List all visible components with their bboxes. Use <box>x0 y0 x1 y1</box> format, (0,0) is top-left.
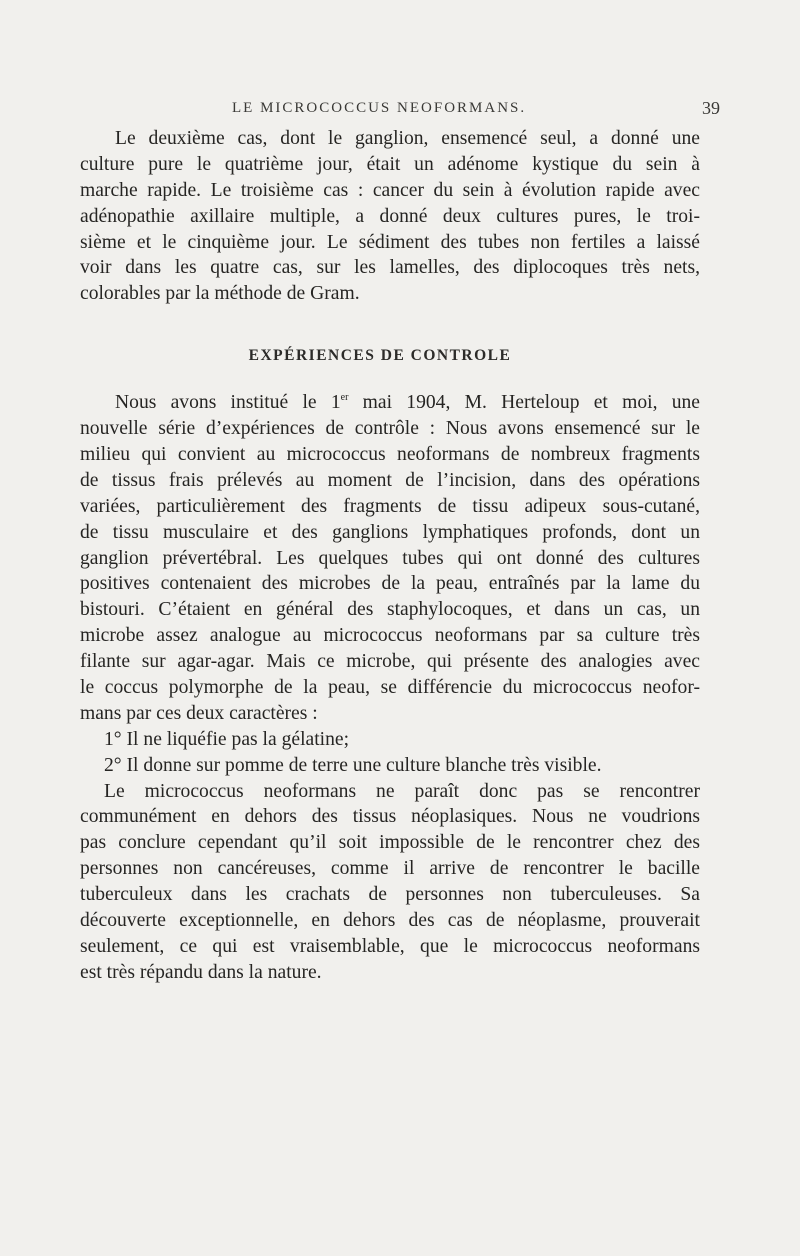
text-line: pas conclure cependant qu’il soit impossible de le rencontrer chez des <box>80 832 700 854</box>
text-fragment: Nous avons institué le 1 <box>115 392 341 414</box>
paragraph-1 <box>80 126 700 307</box>
text-line: milieu qui convient au micrococcus neoformans de nombreux fragments <box>80 444 700 466</box>
text-line: nouvelle série d’expériences de contrôle : Nous avons ensemencé sur le <box>80 418 700 440</box>
text-fragment: mai 1904, M. Herteloup et moi, une <box>348 392 700 414</box>
text-line: est très répandu dans la nature. <box>80 961 322 983</box>
text-line: seulement, ce qui est vraisemblable, que le micrococcus neoformans <box>80 935 700 957</box>
text-line <box>80 390 700 416</box>
text-line: de tissus frais prélevés au moment de l’incision, dans des opérations <box>80 469 700 491</box>
text-line: positives contenaient des microbes de la peau, entraînés par la lame du <box>80 573 700 595</box>
text-line: marche rapide. Le troisième cas : cancer du sein à évolution rapide avec <box>80 179 700 201</box>
text-line: de tissu musculaire et des ganglions lymphatiques profonds, dont un <box>80 521 700 543</box>
text-line: Le deuxième cas, dont le ganglion, ensemencé seul, a donné une <box>115 128 700 149</box>
text-line: tuberculeux dans les crachats de personnes non tuberculeuses. Sa <box>80 884 700 906</box>
text-line: culture pure le quatrième jour, était un adénome kystique du sein à <box>80 153 700 175</box>
text-line: personnes non cancéreuses, comme il arrive de rencontrer le bacille <box>80 858 700 880</box>
text-line: adénopathie axillaire multiple, a donné deux cultures pures, le troi- <box>80 205 700 227</box>
text-line: microbe assez analogue au micrococcus neoformans par sa culture très <box>80 625 700 647</box>
text-line: colorables par la méthode de Gram. <box>80 283 360 305</box>
text-line: bistouri. C’étaient en général des staphylocoques, et dans un cas, un <box>80 599 700 621</box>
characteristics-list <box>80 727 700 779</box>
running-title: LE MICROCOCCUS NEOFORMANS. <box>232 100 527 116</box>
section-title: EXPÉRIENCES DE CONTROLE <box>248 347 512 365</box>
text-line: communément en dehors des tissus néoplasiques. Nous ne voudrions <box>80 806 700 828</box>
text-line: voir dans les quatre cas, sur les lamelles, des diplocoques très nets, <box>80 257 700 279</box>
text-line: ganglion prévertébral. Les quelques tubes qui ont donné des cultures <box>80 547 700 569</box>
list-item: 1° Il ne liquéfie pas la gélatine; <box>104 728 350 750</box>
page-number: 39 <box>702 98 720 118</box>
text-line: filante sur agar-agar. Mais ce microbe, qui présente des analogies avec <box>80 651 700 673</box>
text-line: découverte exceptionnelle, en dehors des cas de néoplasme, prouverait <box>80 910 700 932</box>
ordinal-superscript: er <box>340 392 349 404</box>
paragraph-3 <box>80 779 700 986</box>
text-line: variées, particulièrement des fragments de tissu adipeux sous-cutané, <box>80 495 700 517</box>
list-item: 2° Il donne sur pomme de terre une culture blanche très visible. <box>104 754 602 776</box>
text-line: Le micrococcus neoformans ne paraît donc pas se rencontrer <box>104 780 700 802</box>
body-text <box>80 126 700 986</box>
text-line: mans par ces deux caractères : <box>80 702 318 724</box>
page-header <box>80 100 720 124</box>
text-line: sième et le cinquième jour. Le sédiment des tubes non fertiles a laissé <box>80 231 700 253</box>
text-line: le coccus polymorphe de la peau, se différencie du micrococcus neofor- <box>80 677 700 699</box>
paragraph-2 <box>80 390 700 727</box>
